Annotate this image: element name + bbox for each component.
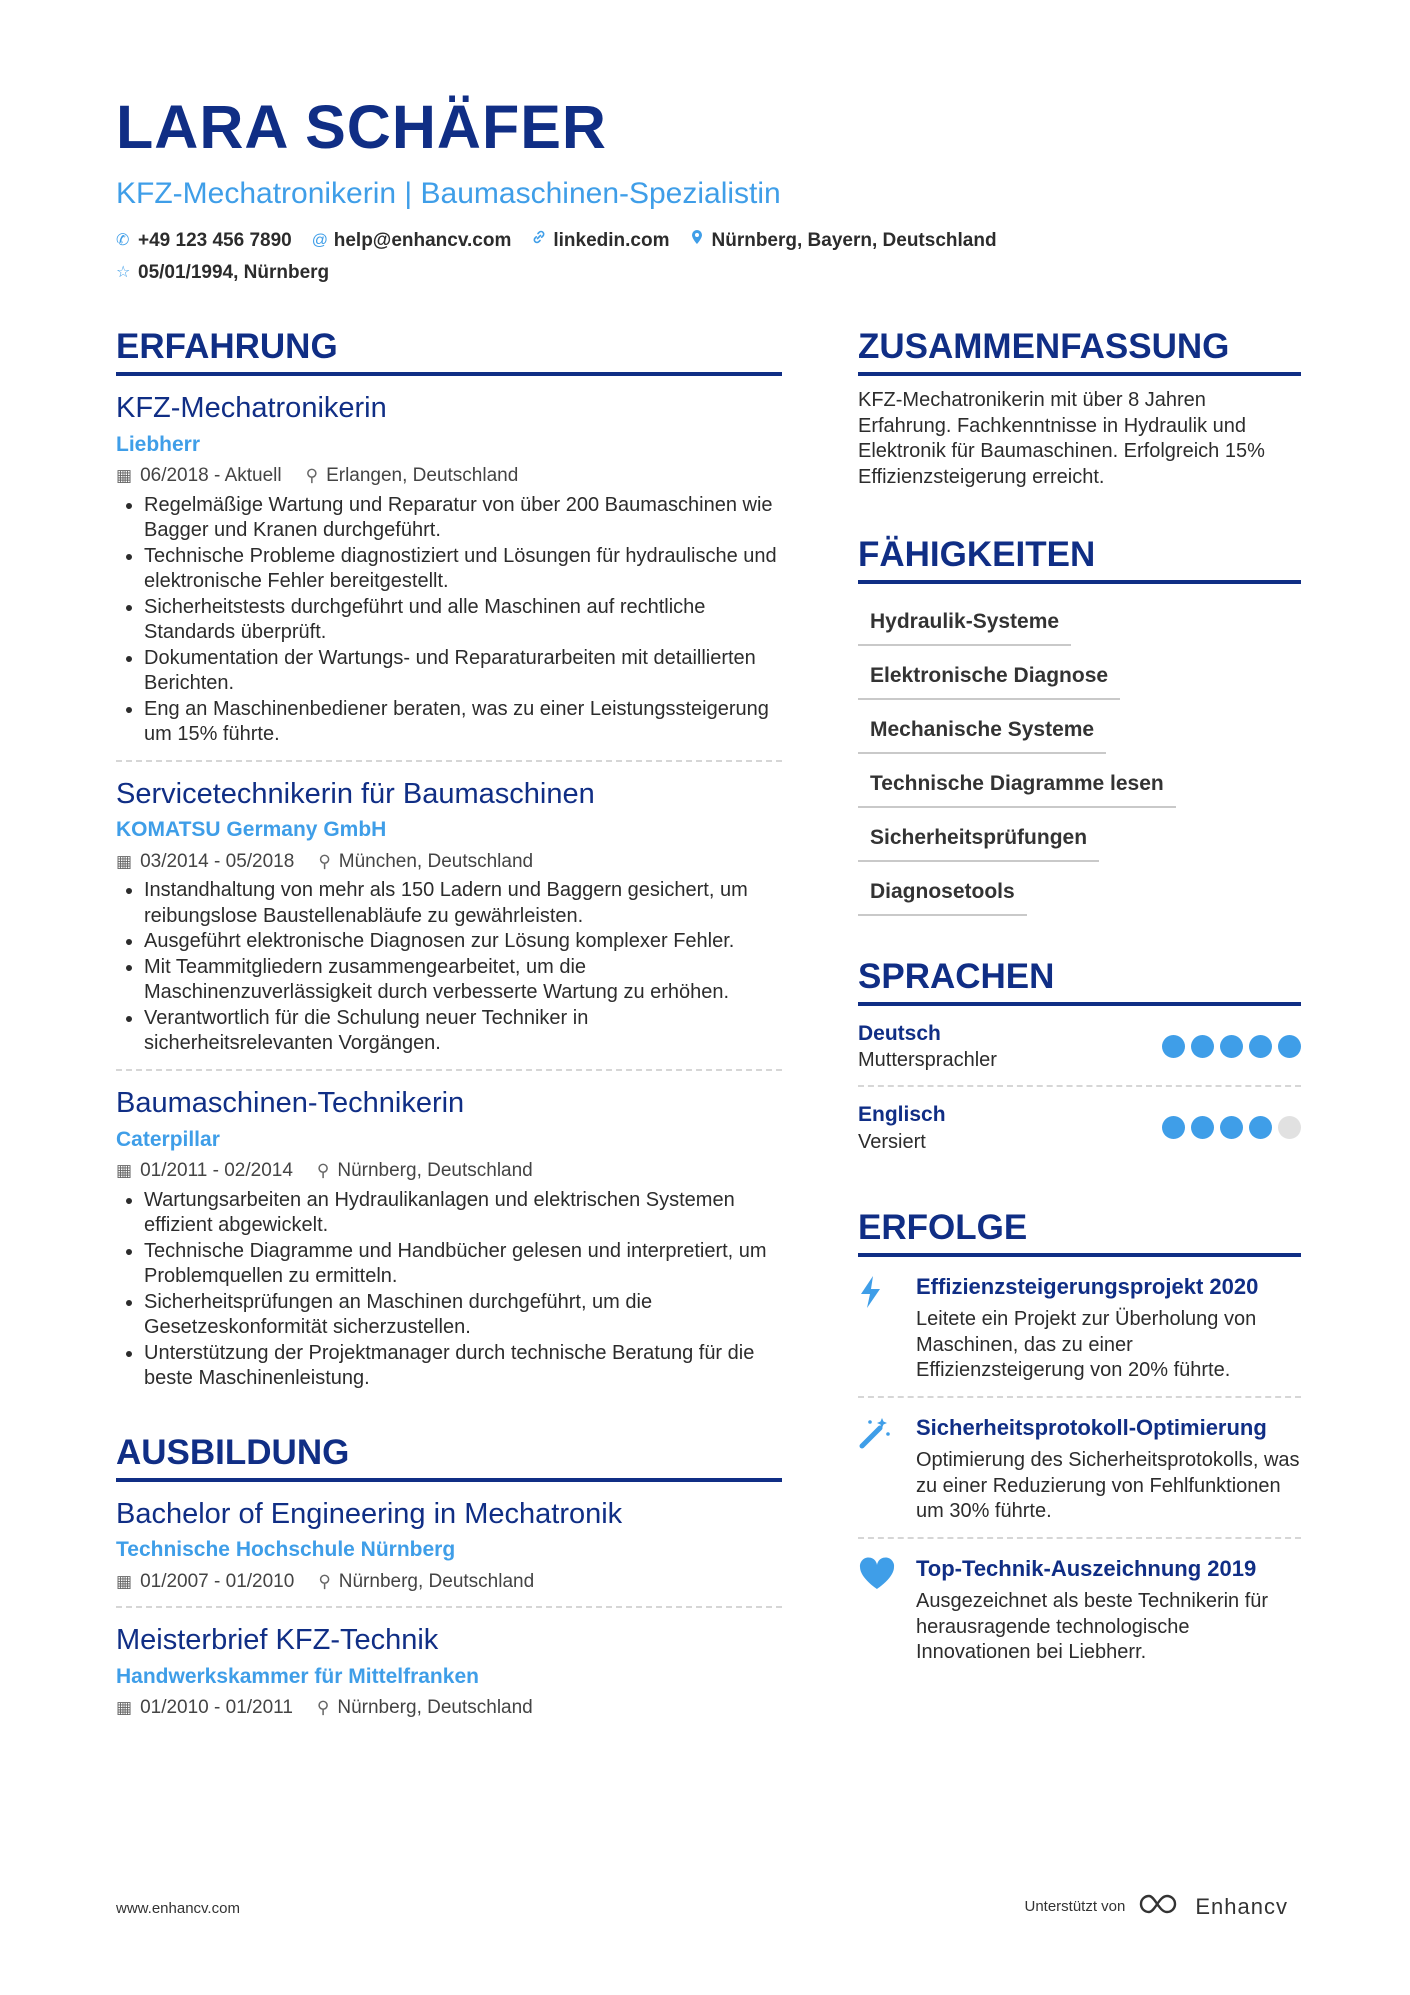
language-name: Deutsch [858, 1022, 941, 1045]
language-name: Englisch [858, 1103, 946, 1127]
degree-title: Meisterbrief KFZ-Technik [116, 1624, 439, 1657]
experience-entry [116, 376, 782, 762]
job-location: München, Deutschland [338, 850, 534, 872]
contact-linkedin[interactable] [531, 228, 669, 254]
rating-dot-filled [1220, 1116, 1243, 1139]
footer-powered-by: Unterstützt von [1024, 1898, 1126, 1915]
calendar-icon: ▦ [116, 851, 133, 871]
achievement-item [858, 1398, 1301, 1539]
job-dates: 06/2018 - Aktuell [140, 464, 282, 486]
contact-email[interactable] [312, 228, 512, 254]
link-icon [531, 228, 553, 254]
at-icon: @ [311, 232, 328, 250]
bullet-item: • Wartungsarbeiten an Hydraulikanlagen und elektrischen Systemen effizient abgewickelt. [144, 1188, 782, 1239]
job-location: Erlangen, Deutschland [326, 464, 519, 486]
achievement-desc: Optimierung des Sicherheitsprotokolls, was zu einer Reduzierung von Fehlfunktionen um 30% führte. [916, 1449, 1300, 1523]
achievement-item [858, 1539, 1301, 1678]
bullet-item: • Sicherheitsprüfungen an Maschinen durchgeführt, um die Gesetzeskonformität sicherzustellen. [144, 1290, 782, 1341]
skill-item: Sicherheitsprüfungen [858, 814, 1099, 862]
achievement-title: Sicherheitsprotokoll-Optimierung [916, 1414, 1267, 1440]
rating-dot-filled [1220, 1035, 1243, 1058]
job-title: Baumaschinen-Technikerin [116, 1086, 465, 1119]
phone-icon: ✆ [116, 232, 130, 250]
bullet-item: • Unterstützung der Projektmanager durch technische Beratung für die beste Maschinenleistung. [144, 1341, 782, 1392]
summary-text: KFZ-Mechatronikerin mit über 8 Jahren Erfahrung. Fachkenntnisse in Hydraulik und Elektronik für Baumaschinen. Erfolgreich 15% Effizienzsteigerung erreicht. [858, 389, 1265, 488]
rating-dot-filled [1249, 1035, 1272, 1058]
school-name: Technische Hochschule Nürnberg [116, 1538, 456, 1562]
magic-wand-icon [858, 1414, 916, 1525]
enhancv-logo-icon [1137, 1892, 1183, 1921]
skills-list [858, 598, 1301, 916]
bullet-item: • Verantwortlich für die Schulung neuer Techniker in sicherheitsrelevanten Vorgängen. [144, 1006, 782, 1057]
bullet-item: • Dokumentation der Wartungs- und Reparaturarbeiten mit detaillierten Berichten. [144, 646, 782, 697]
contact-linkedin-text[interactable]: linkedin.com [553, 230, 670, 252]
education-meta [116, 1570, 782, 1595]
achievement-title: Top-Technik-Auszeichnung 2019 [916, 1555, 1257, 1581]
location-icon [690, 228, 712, 254]
language-item [858, 1087, 1301, 1166]
school-name: Handwerkskammer für Mittelfranken [116, 1664, 479, 1688]
achievements-heading: ERFOLGE [858, 1207, 1301, 1257]
job-meta [116, 464, 782, 489]
candidate-name: LARA SCHÄFER [116, 93, 607, 161]
contact-birth-text: 05/01/1994, Nürnberg [138, 262, 330, 284]
education-entry [116, 1482, 782, 1609]
experience-entry [116, 1071, 782, 1404]
rating-dot-filled [1191, 1035, 1214, 1058]
calendar-icon: ▦ [116, 465, 133, 485]
job-bullets [116, 1188, 782, 1392]
skill-item: Technische Diagramme lesen [858, 760, 1176, 808]
job-title: KFZ-Mechatronikerin [116, 392, 387, 424]
company-name: Caterpillar [116, 1127, 220, 1151]
achievement-item [858, 1257, 1301, 1398]
summary-heading: ZUSAMMENFASSUNG [858, 326, 1301, 376]
company-name: KOMATSU Germany GmbH [116, 818, 387, 842]
contact-location-text: Nürnberg, Bayern, Deutschland [711, 230, 997, 252]
footer-brand: Enhancv [1195, 1893, 1288, 1919]
location-icon: ⚲ [318, 851, 331, 871]
education-location: Nürnberg, Deutschland [338, 1570, 535, 1592]
degree-title: Bachelor of Engineering in Mechatronik [116, 1497, 623, 1530]
job-meta [116, 850, 782, 875]
achievement-desc: Ausgezeichnet als beste Technikerin für herausragende technologische Innovationen bei Liebherr. [916, 1590, 1269, 1664]
location-icon: ⚲ [316, 1160, 330, 1180]
left-column [116, 326, 782, 1733]
bullet-item: • Technische Diagramme und Handbücher gelesen und interpretiert, um Problemquellen zu ermitteln. [144, 1239, 782, 1290]
bullet-item: • Eng an Maschinenbediener beraten, was zu einer Leistungssteigerung um 15% führte. [144, 697, 782, 748]
bullet-item: • Instandhaltung von mehr als 150 Ladern und Baggern gesichert, um reibungslose Baustellenabläufe zu gewährleisten. [144, 878, 782, 929]
education-location: Nürnberg, Deutschland [337, 1697, 533, 1719]
skill-item: Hydraulik-Systeme [858, 598, 1071, 646]
job-title: Servicetechnikerin für Baumaschinen [116, 777, 595, 810]
bullet-item: • Mit Teammitgliedern zusammengearbeitet, um die Maschinenzuverlässigkeit durch verbesserte Wartung zu erhöhen. [144, 955, 782, 1006]
language-level: Muttersprachler [858, 1049, 997, 1072]
job-dates: 03/2014 - 05/2018 [140, 850, 295, 872]
bullet-item: • Ausgeführt elektronische Diagnosen zur Lösung komplexer Fehler. [144, 929, 782, 955]
location-icon: ⚲ [318, 1571, 331, 1591]
footer-website[interactable]: www.enhancv.com [116, 1900, 240, 1917]
footer-branding [1024, 1892, 1288, 1921]
experience-heading: ERFAHRUNG [116, 326, 782, 376]
experience-entry [116, 762, 782, 1071]
rating-dot-filled [1162, 1035, 1185, 1058]
language-item [858, 1006, 1301, 1087]
calendar-icon: ▦ [116, 1698, 133, 1718]
achievement-title: Effizienzsteigerungsprojekt 2020 [916, 1273, 1259, 1299]
job-dates: 01/2011 - 02/2014 [140, 1159, 293, 1181]
job-location: Nürnberg, Deutschland [337, 1159, 533, 1181]
education-dates: 01/2010 - 01/2011 [140, 1697, 293, 1719]
right-column [858, 326, 1301, 1678]
rating-dot-filled [1278, 1035, 1301, 1058]
achievement-desc: Leitete ein Projekt zur Überholung von Maschinen, das zu einer Effizienzsteigerung von 20% führte. [916, 1308, 1257, 1382]
lightning-icon [858, 1273, 916, 1384]
location-icon: ⚲ [305, 465, 319, 485]
contact-phone-text: +49 123 456 7890 [138, 230, 292, 252]
bullet-item: • Regelmäßige Wartung und Reparatur von über 200 Baumaschinen wie Bagger und Kranen durchgeführt. [144, 493, 782, 544]
job-bullets [116, 878, 782, 1057]
rating-dot-filled [1191, 1116, 1214, 1139]
skills-heading: FÄHIGKEITEN [858, 534, 1301, 584]
company-name: Liebherr [116, 432, 201, 456]
language-rating [1162, 1035, 1301, 1058]
education-entry [116, 1608, 782, 1733]
contact-birth [116, 260, 1116, 286]
languages-heading: SPRACHEN [858, 956, 1301, 1006]
job-meta [116, 1159, 782, 1184]
skill-item: Mechanische Systeme [858, 706, 1106, 754]
education-meta [116, 1696, 782, 1721]
rating-dot-filled [1162, 1116, 1185, 1139]
language-rating [1162, 1116, 1301, 1139]
contact-list [116, 228, 1116, 286]
skill-item: Elektronische Diagnose [858, 652, 1120, 700]
contact-phone [116, 228, 292, 254]
calendar-icon: ▦ [116, 1160, 133, 1180]
rating-dot-empty [1278, 1116, 1301, 1139]
star-icon: ☆ [116, 264, 131, 282]
candidate-title: KFZ-Mechatronikerin | Baumaschinen-Spezialistin [116, 177, 781, 211]
bullet-item: • Sicherheitstests durchgeführt und alle Maschinen auf rechtliche Standards überprüft. [144, 595, 782, 646]
resume-header [116, 92, 1306, 286]
calendar-icon: ▦ [116, 1571, 133, 1591]
language-level: Versiert [858, 1130, 926, 1153]
education-heading: AUSBILDUNG [116, 1432, 782, 1482]
heart-icon [858, 1555, 916, 1666]
bullet-item: • Technische Probleme diagnostiziert und Lösungen für hydraulische und elektronische Fehler bereitgestellt. [144, 544, 782, 595]
rating-dot-filled [1249, 1116, 1272, 1139]
skill-item: Diagnosetools [858, 868, 1027, 916]
education-dates: 01/2007 - 01/2010 [140, 1570, 295, 1592]
contact-location [690, 228, 997, 254]
contact-email-text[interactable]: help@enhancv.com [333, 230, 512, 252]
job-bullets [116, 493, 782, 748]
location-icon: ⚲ [316, 1698, 330, 1718]
